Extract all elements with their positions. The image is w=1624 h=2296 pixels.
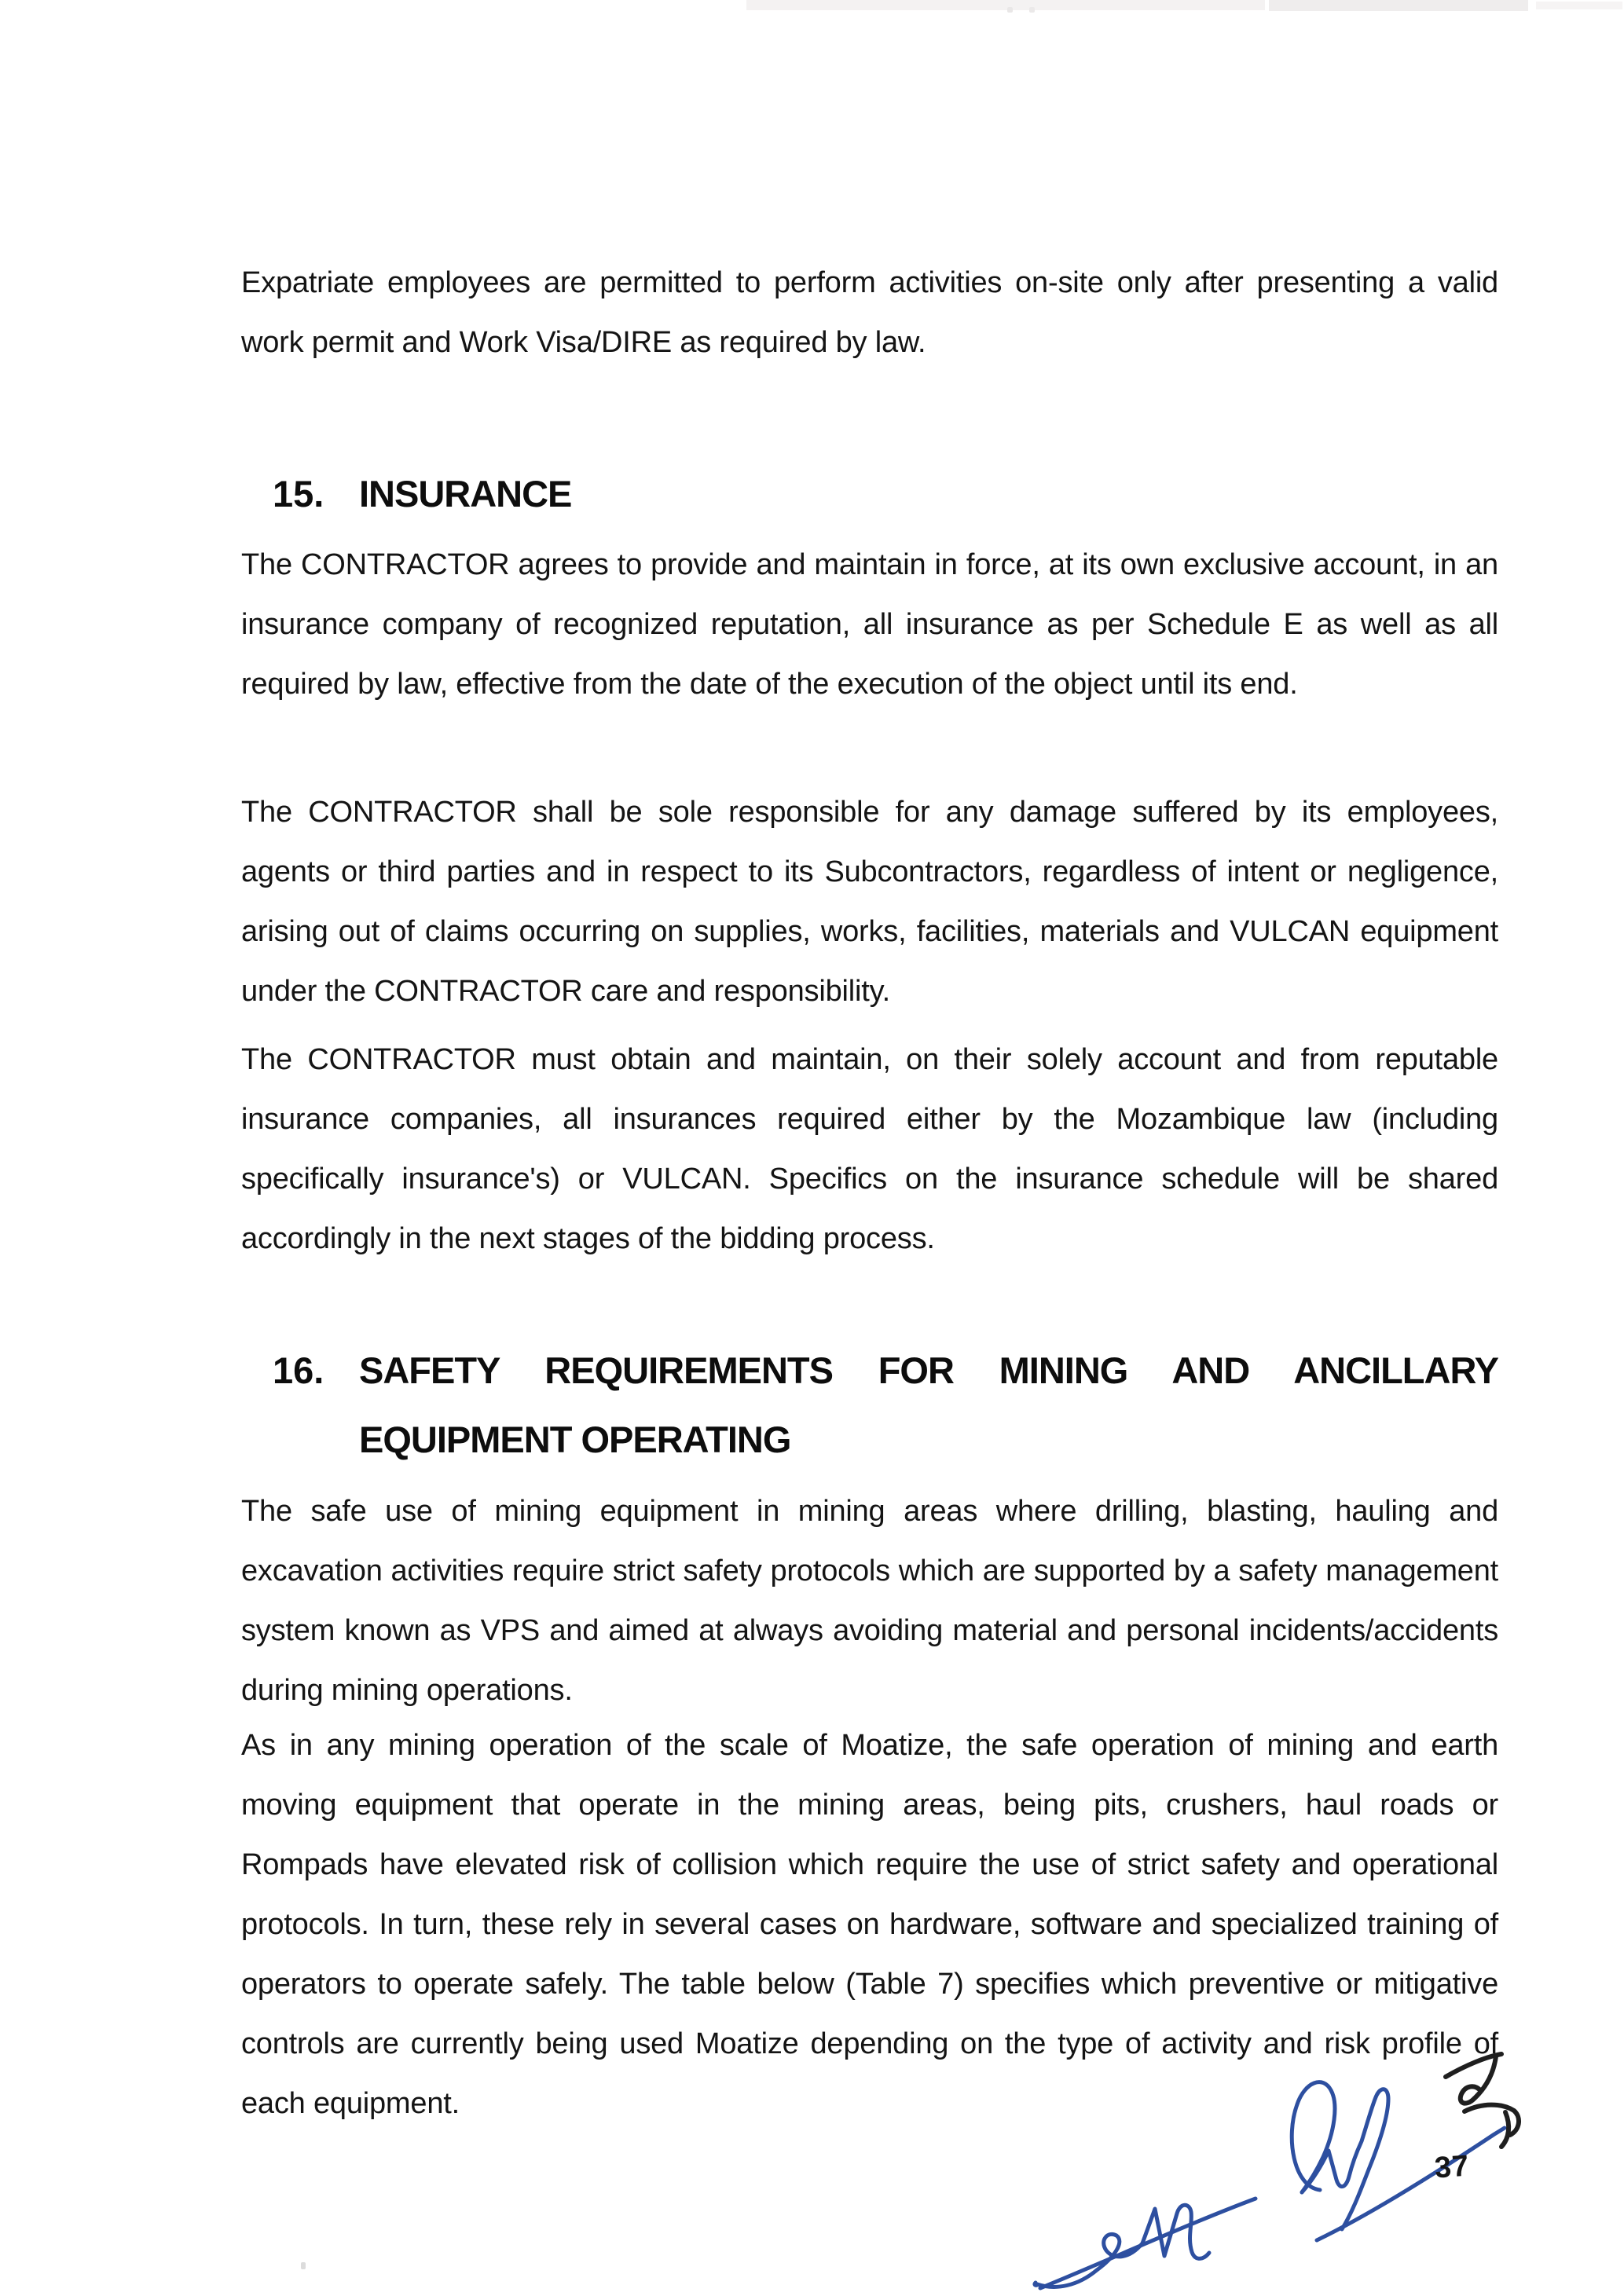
handwritten-initials [1446,2054,1519,2147]
scan-artifact-speck [1029,7,1035,13]
page-number: 37 [1433,2149,1471,2185]
scan-artifact-speck [301,2262,306,2269]
section-16-number: 16. [273,1349,324,1391]
signature-area [1006,2011,1556,2294]
scan-artifact-top-bar [746,0,1265,10]
section-16-title: SAFETY REQUIREMENTS FOR MINING AND ANCILLARY EQUIPMENT OPERATING [359,1349,1498,1460]
section-16-heading [241,1336,1498,1474]
paragraph-safety-vps: The safe use of mining equipment in mining areas where drilling, blasting, hauling and excavation activities require strict safety protocols which are supported by a safety management system known as VPS and aimed at always avoiding material and personal incidents/accidents during mining operations. [241,1495,1498,1707]
paragraph-insurance-responsibility: The CONTRACTOR shall be sole responsible for any damage suffered by its employees, agents or third parties and in respect to its Subcontractors, regardless of intent or negligence, arising out of claims occurring on supplies, works, facilities, materials and VULCAN equipment under the CONTRACTOR care and responsibility. [241,796,1498,1008]
scan-artifact-top-bar [1536,2,1622,9]
paragraph-insurance-obtain: The CONTRACTOR must obtain and maintain, on their solely account and from reputable insurance companies, all insurances required either by the Mozambique law (including specifically insurance's) or VULCAN. Specifics on the insurance schedule will be shared accordingly in the next stages of the bidding process. [241,1043,1498,1255]
section-15-heading [241,464,1498,523]
scan-artifact-speck [1007,7,1013,13]
paragraph-expatriate-permit: Expatriate employees are permitted to perform activities on-site only after presenting a valid work permit and Work Visa/DIRE as required by law. [241,266,1498,359]
handwritten-signature-left [1035,2199,1256,2288]
paragraph-insurance-provide: The CONTRACTOR agrees to provide and maintain in force, at its own exclusive account, in an insurance company of recognized reputation, all insurance as per Schedule E as well as all required by law, effective from the date of the execution of the object until its end. [241,548,1498,701]
section-15-title: INSURANCE [359,473,572,514]
paragraph-safety-moatize: As in any mining operation of the scale of Moatize, the safe operation of mining and earth moving equipment that operate in the mining areas, being pits, crushers, haul roads or Rompads have elevated risk of collision which require the use of strict safety and operational protocols. In turn, these rely in several cases on hardware, software and specialized training of operators to operate safely. The table below (Table 7) specifies which preventive or mitigative controls are currently being used Moatize depending on the type of activity and risk profile of each equipment. [241,1729,1498,2120]
section-15-number: 15. [273,473,324,514]
scan-artifact-top-bar [1269,0,1528,11]
